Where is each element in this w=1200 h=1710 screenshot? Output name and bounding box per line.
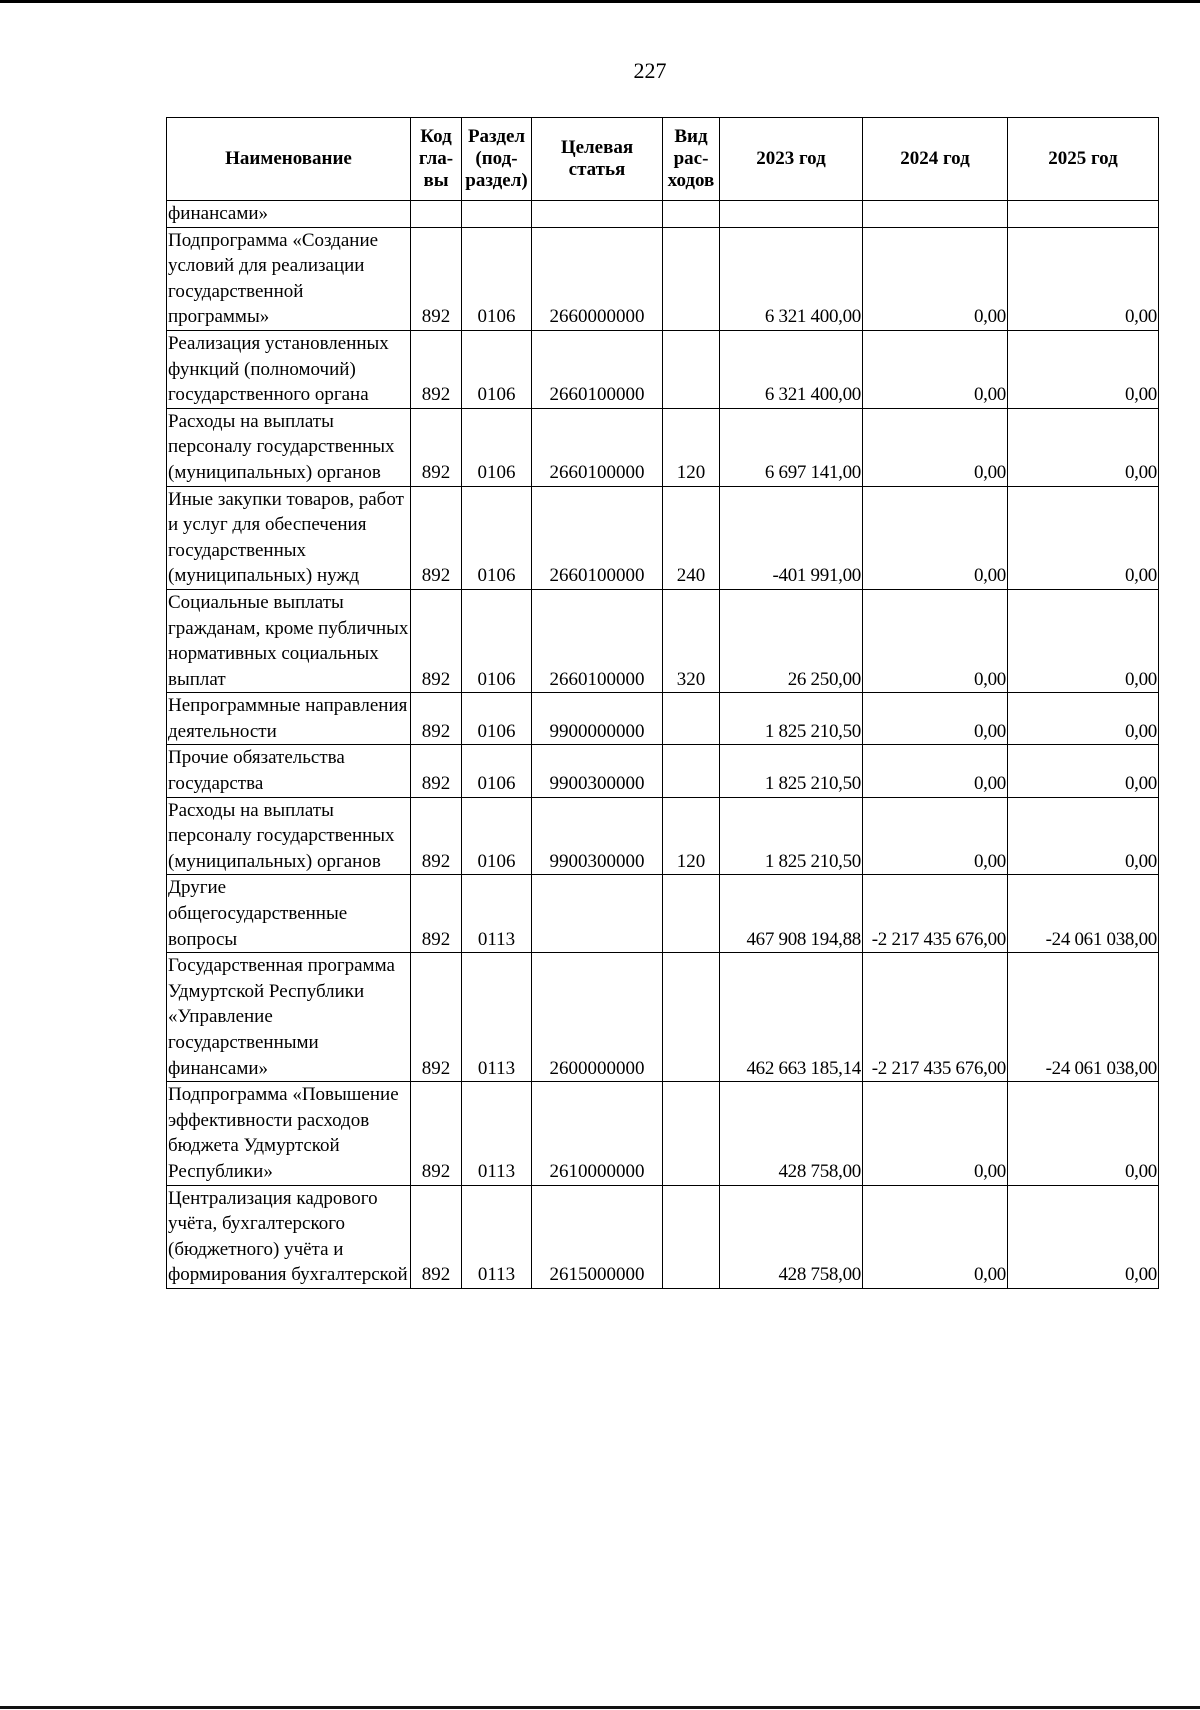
cell-2023: 428 758,00 <box>720 1082 863 1185</box>
cell-2024: 0,00 <box>863 589 1008 692</box>
cell-2025: 0,00 <box>1008 330 1159 408</box>
scan-edge-top <box>0 0 1200 3</box>
cell-2023: 1 825 210,50 <box>720 745 863 797</box>
cell-glava: 892 <box>411 330 462 408</box>
cell-razdel: 0106 <box>462 745 532 797</box>
cell-2023: 467 908 194,88 <box>720 875 863 953</box>
table-row <box>167 875 1159 953</box>
cell-2024: 0,00 <box>863 745 1008 797</box>
cell-statya <box>532 201 663 228</box>
table-row <box>167 227 1159 330</box>
cell-razdel: 0106 <box>462 797 532 875</box>
cell-razdel: 0113 <box>462 1185 532 1288</box>
cell-2024: 0,00 <box>863 408 1008 486</box>
cell-glava: 892 <box>411 797 462 875</box>
cell-razdel: 0106 <box>462 330 532 408</box>
cell-2025: 0,00 <box>1008 227 1159 330</box>
table-row <box>167 1185 1159 1288</box>
cell-2024: -2 217 435 676,00 <box>863 875 1008 953</box>
cell-2025: -24 061 038,00 <box>1008 875 1159 953</box>
cell-vid <box>663 330 720 408</box>
cell-name: Другие общегосударственные вопросы <box>167 875 411 953</box>
cell-2025: 0,00 <box>1008 408 1159 486</box>
cell-2025: 0,00 <box>1008 589 1159 692</box>
cell-razdel: 0106 <box>462 486 532 589</box>
budget-table <box>166 117 1159 1289</box>
table-row <box>167 693 1159 745</box>
cell-2025: 0,00 <box>1008 693 1159 745</box>
cell-vid: 320 <box>663 589 720 692</box>
cell-2023: 462 663 185,14 <box>720 953 863 1082</box>
cell-statya: 2660100000 <box>532 408 663 486</box>
cell-razdel: 0113 <box>462 875 532 953</box>
cell-glava: 892 <box>411 227 462 330</box>
cell-2025: 0,00 <box>1008 1082 1159 1185</box>
cell-name: Прочие обязательства государства <box>167 745 411 797</box>
cell-2025: 0,00 <box>1008 745 1159 797</box>
cell-2024: -2 217 435 676,00 <box>863 953 1008 1082</box>
table-row <box>167 589 1159 692</box>
cell-glava: 892 <box>411 745 462 797</box>
cell-name: Расходы на выплаты персоналу государственных (муниципальных) органов <box>167 408 411 486</box>
cell-name: Государственная программа Удмуртской Республики «Управление государственными финансами» <box>167 953 411 1082</box>
cell-2024: 0,00 <box>863 1185 1008 1288</box>
header-2024: 2024 год <box>863 118 1008 201</box>
header-vid: Вид рас- ходов <box>663 118 720 201</box>
cell-statya: 2610000000 <box>532 1082 663 1185</box>
cell-2023: 1 825 210,50 <box>720 693 863 745</box>
cell-2025: 0,00 <box>1008 486 1159 589</box>
cell-statya: 9900000000 <box>532 693 663 745</box>
table-header-row <box>167 118 1159 201</box>
cell-statya <box>532 875 663 953</box>
cell-vid <box>663 201 720 228</box>
cell-2023: 428 758,00 <box>720 1185 863 1288</box>
cell-2023: 6 321 400,00 <box>720 330 863 408</box>
cell-glava: 892 <box>411 1185 462 1288</box>
cell-razdel: 0106 <box>462 227 532 330</box>
cell-statya: 2660100000 <box>532 486 663 589</box>
cell-name: Подпрограмма «Повышение эффективности расходов бюджета Удмуртской Республики» <box>167 1082 411 1185</box>
cell-statya: 2660000000 <box>532 227 663 330</box>
header-glava: Код гла- вы <box>411 118 462 201</box>
cell-statya: 2660100000 <box>532 330 663 408</box>
cell-2024: 0,00 <box>863 693 1008 745</box>
cell-name: Иные закупки товаров, работ и услуг для обеспечения государственных (муниципальных) нужд <box>167 486 411 589</box>
cell-name: Непрограммные направления деятельности <box>167 693 411 745</box>
table-row <box>167 408 1159 486</box>
cell-2024 <box>863 201 1008 228</box>
cell-2023: 1 825 210,50 <box>720 797 863 875</box>
cell-vid <box>663 1082 720 1185</box>
cell-vid <box>663 953 720 1082</box>
cell-name: Подпрограмма «Создание условий для реализации государственной программы» <box>167 227 411 330</box>
cell-razdel: 0106 <box>462 693 532 745</box>
cell-razdel: 0113 <box>462 953 532 1082</box>
cell-vid <box>663 227 720 330</box>
cell-2025: 0,00 <box>1008 797 1159 875</box>
cell-glava: 892 <box>411 953 462 1082</box>
cell-razdel <box>462 201 532 228</box>
table-row <box>167 1082 1159 1185</box>
cell-name: Расходы на выплаты персоналу государственных (муниципальных) органов <box>167 797 411 875</box>
cell-2023: 6 321 400,00 <box>720 227 863 330</box>
cell-2025: 0,00 <box>1008 1185 1159 1288</box>
table-row <box>167 486 1159 589</box>
header-2023: 2023 год <box>720 118 863 201</box>
header-name: Наименование <box>167 118 411 201</box>
table-row <box>167 797 1159 875</box>
table-row <box>167 745 1159 797</box>
cell-razdel: 0113 <box>462 1082 532 1185</box>
table-row <box>167 953 1159 1082</box>
cell-glava: 892 <box>411 875 462 953</box>
cell-2024: 0,00 <box>863 1082 1008 1185</box>
cell-2023 <box>720 201 863 228</box>
cell-glava: 892 <box>411 486 462 589</box>
cell-vid <box>663 745 720 797</box>
cell-name: финансами» <box>167 201 411 228</box>
cell-2025: -24 061 038,00 <box>1008 953 1159 1082</box>
cell-2024: 0,00 <box>863 486 1008 589</box>
table-row <box>167 330 1159 408</box>
cell-vid <box>663 693 720 745</box>
cell-2024: 0,00 <box>863 227 1008 330</box>
cell-name: Централизация кадрового учёта, бухгалтерского (бюджетного) учёта и формирования бухгалтерской <box>167 1185 411 1288</box>
cell-2023: 26 250,00 <box>720 589 863 692</box>
cell-vid <box>663 1185 720 1288</box>
cell-vid: 120 <box>663 797 720 875</box>
cell-glava <box>411 201 462 228</box>
cell-name: Социальные выплаты гражданам, кроме публичных нормативных социальных выплат <box>167 589 411 692</box>
cell-2024: 0,00 <box>863 797 1008 875</box>
cell-statya: 2600000000 <box>532 953 663 1082</box>
cell-2023: 6 697 141,00 <box>720 408 863 486</box>
cell-statya: 2615000000 <box>532 1185 663 1288</box>
cell-vid: 120 <box>663 408 720 486</box>
cell-statya: 9900300000 <box>532 745 663 797</box>
page-number: 227 <box>633 58 667 83</box>
cell-razdel: 0106 <box>462 589 532 692</box>
cell-statya: 9900300000 <box>532 797 663 875</box>
cell-2024: 0,00 <box>863 330 1008 408</box>
cell-statya: 2660100000 <box>532 589 663 692</box>
cell-name: Реализация установленных функций (полномочий) государственного органа <box>167 330 411 408</box>
cell-glava: 892 <box>411 693 462 745</box>
cell-2023: -401 991,00 <box>720 486 863 589</box>
cell-vid: 240 <box>663 486 720 589</box>
cell-glava: 892 <box>411 589 462 692</box>
cell-vid <box>663 875 720 953</box>
header-razdel: Раздел (под- раздел) <box>462 118 532 201</box>
scan-edge-bottom <box>0 1706 1200 1709</box>
cell-2025 <box>1008 201 1159 228</box>
table-row <box>167 201 1159 228</box>
header-2025: 2025 год <box>1008 118 1159 201</box>
cell-glava: 892 <box>411 408 462 486</box>
cell-razdel: 0106 <box>462 408 532 486</box>
header-statya: Целевая статья <box>532 118 663 201</box>
cell-glava: 892 <box>411 1082 462 1185</box>
